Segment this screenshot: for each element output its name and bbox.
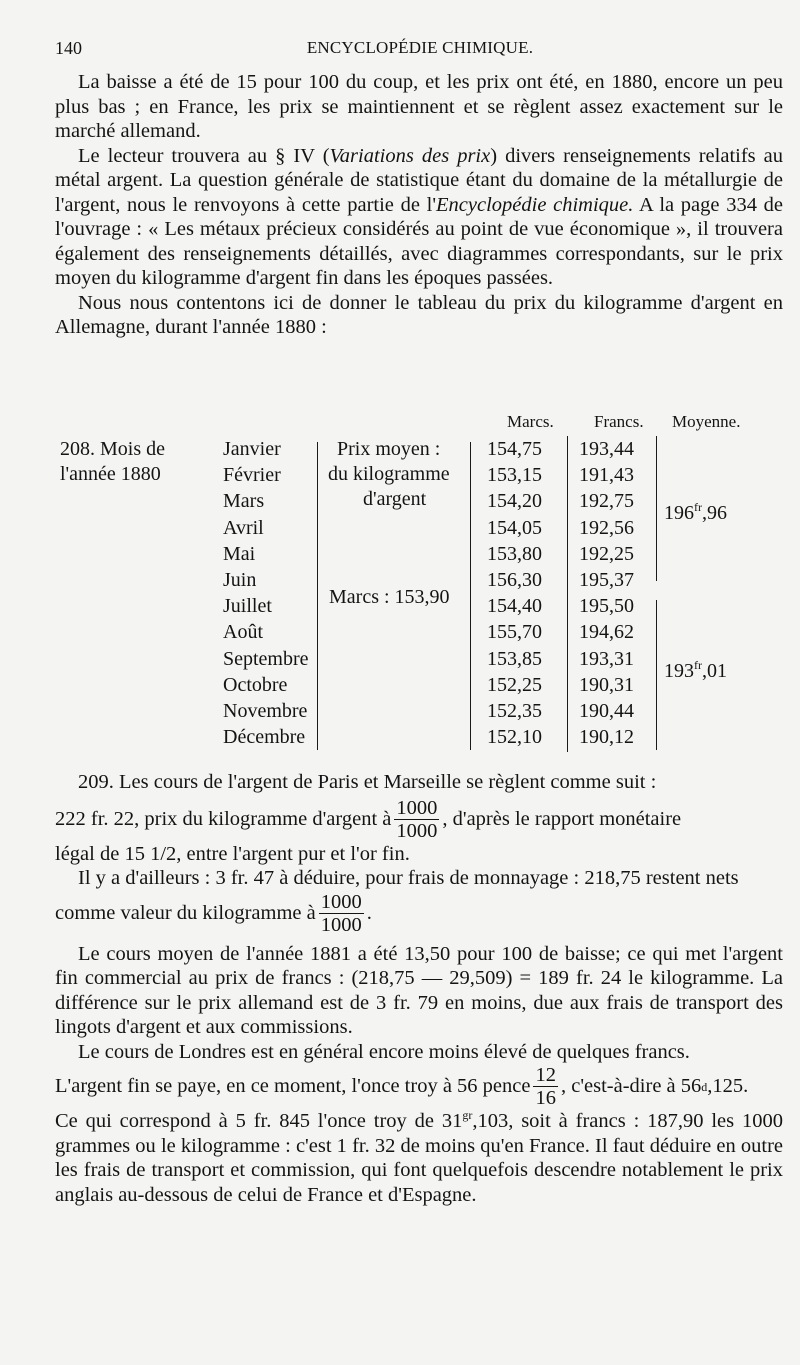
marcs-average: Marcs : 153,90 <box>329 586 450 608</box>
month-cell: Février <box>223 464 281 487</box>
line-prix-kilogramme: 222 fr. 22, prix du kilogramme d'argent à $\frac{1000}{1000}$ , d'après le rapport monétaire <box>55 796 682 842</box>
marcs-cell: 154,40 <box>487 595 542 618</box>
marcs-cell: 154,05 <box>487 516 542 539</box>
marcs-francs-divider <box>567 436 568 752</box>
fraction-pence: $\frac{12}{16}$ <box>535 1064 556 1109</box>
month-cell: Janvier <box>223 438 281 460</box>
month-cell: Mai <box>223 542 256 565</box>
francs-cell: 190,44 <box>579 700 634 722</box>
paragraph-londres: Le cours de Londres est en général encore moins élevé de quelques francs. <box>78 1040 690 1063</box>
month-cell: Novembre <box>223 700 308 722</box>
line-once-troy: L'argent fin se paye, en ce moment, l'once troy à 56 pence $\frac{12}{16}$ , c'est-à-dire à 56 d ,125. <box>55 1064 749 1109</box>
month-cell: Octobre <box>223 673 288 696</box>
paragraph-tableau-intro: Nous nous contentons ici de donner le tableau du prix du kilogramme d'argent en Allemagne, durant l'année 1880 : <box>55 291 783 338</box>
header-moyenne: Moyenne. <box>672 412 741 431</box>
moyenne-bracket-lower <box>656 600 657 750</box>
marcs-cell: 152,25 <box>487 673 542 696</box>
francs-cell: 190,12 <box>579 726 634 749</box>
paragraph-correspond: Ce qui correspond à 5 fr. 845 l'once troy de $31^{gr},103$, soit à francs : 187,90 les 1000 grammes ou le kilogramme : c'est 1 fr. 32 de moins qu'en France. Il faut déduire en outre les frais de transport et commission, qui font quelquefois descendre notablement le prix anglais au-dessous de celui de France et d'Espagne. <box>55 1108 783 1206</box>
page-number: 140 <box>55 38 82 58</box>
francs-cell: 192,75 <box>579 490 634 513</box>
francs-cell: 192,56 <box>579 516 634 539</box>
prix-moyen-label: Prix moyen : <box>337 438 441 460</box>
fraction-valeur: $\frac{1000}{1000}$ <box>320 890 362 936</box>
line-legal: légal de 15 1/2, entre l'argent pur et l'or fin. <box>55 842 410 865</box>
marcs-cell: 156,30 <box>487 569 542 591</box>
section-label-208: 208. Mois de <box>60 438 165 460</box>
month-cell: Août <box>223 621 263 644</box>
moyenne-premier-semestre: $196^{fr},96$ <box>664 500 727 524</box>
francs-cell: 192,25 <box>579 542 634 565</box>
marcs-cell: 153,85 <box>487 647 542 670</box>
page-header <box>55 38 785 64</box>
moyenne-bracket-upper <box>656 436 657 581</box>
month-cell: Septembre <box>223 647 309 670</box>
paragraph-209: 209. Les cours de l'argent de Paris et Marseille se règlent comme suit : <box>78 771 657 793</box>
marcs-cell: 153,15 <box>487 464 542 487</box>
marcs-bracket-line <box>470 442 471 750</box>
month-cell: Mars <box>223 490 265 513</box>
paragraph-baisse: La baisse a été de 15 pour 100 du coup, et les prix ont été, en 1880, encore un peu plus bas ; en France, les prix se maintiennent et se règlent assez exactement sur le marché allemand. <box>55 71 783 142</box>
intro-section <box>55 70 783 340</box>
section-label-year: l'année 1880 <box>60 463 161 485</box>
month-cell: Avril <box>223 516 264 539</box>
line-comme-valeur: comme valeur du kilogramme à $\frac{1000}{1000}$ . <box>55 890 372 936</box>
month-cell: Juillet <box>223 595 272 618</box>
moyenne-second-semestre: $193^{fr},01$ <box>664 658 727 682</box>
month-cell: Juin <box>223 569 257 591</box>
marcs-cell: 152,35 <box>487 700 542 722</box>
francs-cell: 193,31 <box>579 647 634 670</box>
paragraph-lecteur: Le lecteur trouvera au § IV (Variations des prix) divers renseignements relatifs au métal argent. La question générale de statistique étant du domaine de la métallurgie de l'argent, nous le renvoyons à cette partie de l'Encyclopédie chimique. A la page 334 de l'ouvrage : « Les métaux précieux considérés au point de vue économique », il trouvera également des renseignements détaillés, avec diagrammes correspondants, sur le prix moyen du kilogramme d'argent fin dans les époques passées. <box>55 144 784 289</box>
francs-cell: 193,44 <box>579 438 634 460</box>
marcs-cell: 155,70 <box>487 621 542 644</box>
month-cell: Décembre <box>223 726 306 749</box>
running-title: ENCYCLOPÉDIE CHIMIQUE. <box>306 38 534 57</box>
marcs-cell: 154,20 <box>487 490 542 513</box>
francs-cell: 190,31 <box>579 673 634 696</box>
left-bracket-line <box>317 442 318 750</box>
price-table <box>55 412 785 757</box>
fraction-titre: $\frac{1000}{1000}$ <box>396 796 438 842</box>
francs-cell: 194,62 <box>579 621 634 644</box>
argent-label: d'argent <box>363 488 427 510</box>
francs-cell: 195,37 <box>579 569 634 591</box>
kilogramme-label: du kilogramme <box>328 463 450 485</box>
header-marcs: Marcs. <box>507 412 554 431</box>
marcs-cell: 154,75 <box>487 438 542 460</box>
header-francs: Francs. <box>594 412 644 431</box>
marcs-cell: 153,80 <box>487 542 542 565</box>
paragraph-cours-1881: Le cours moyen de l'année 1881 a été 13,50 pour 100 de baisse; ce qui met l'argent fin commercial au prix de francs : (218,75 — 29,509) = 189 fr. 24 le kilogramme. La différence sur le prix allemand est de 3 fr. 79 en moins, due aux frais de transport des lingots d'argent et aux commissions. <box>55 942 783 1038</box>
body-section <box>55 770 783 1207</box>
marcs-cell: 152,10 <box>487 726 542 749</box>
paragraph-frais-monnayage: Il y a d'ailleurs : 3 fr. 47 à déduire, pour frais de monnayage : 218,75 restent nets <box>78 867 739 889</box>
francs-cell: 195,50 <box>579 595 634 618</box>
francs-cell: 191,43 <box>579 464 634 487</box>
